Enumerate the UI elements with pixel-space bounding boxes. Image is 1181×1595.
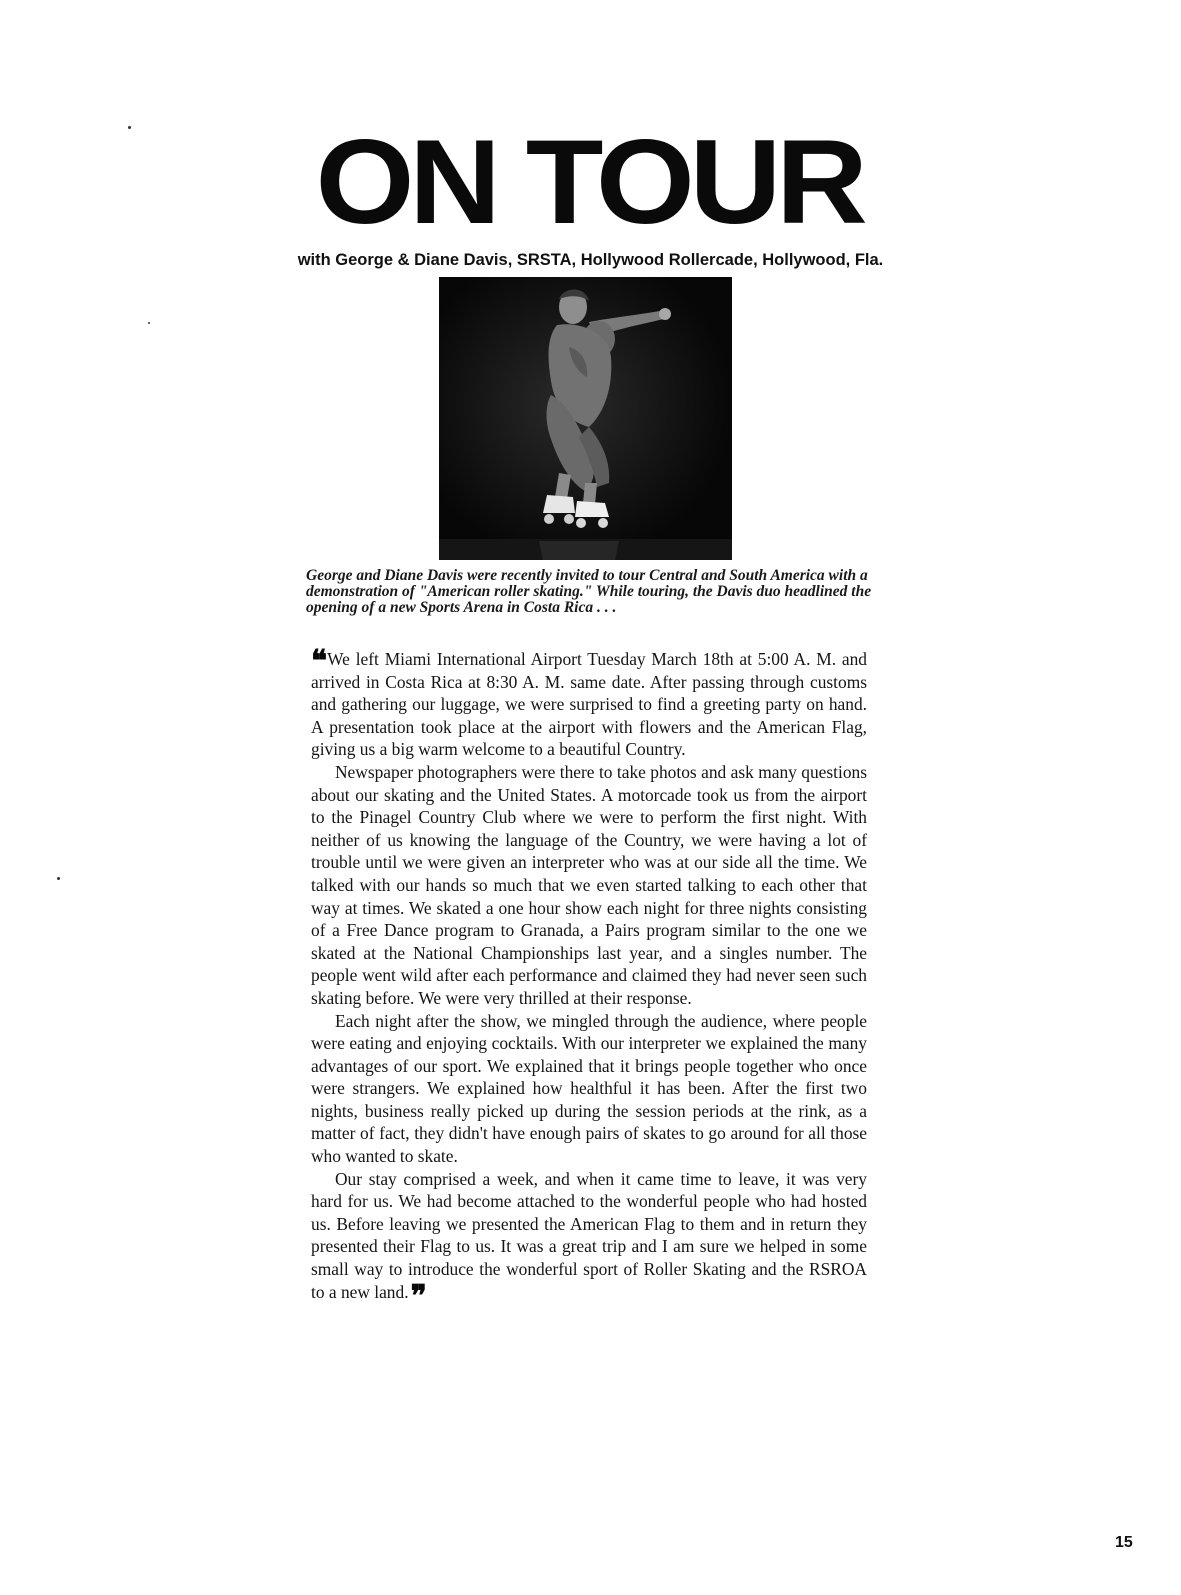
close-quote-mark: ❞ [410, 1279, 425, 1313]
article-byline: with George & Diane Davis, SRSTA, Hollywood Rollercade, Hollywood, Fla. [297, 251, 884, 269]
body-paragraph: Newspaper photographers were there to take photos and ask many questions about our skating and the United States. A motorcade took us from the airport to the Pinagel Country Club where we were to perform the first night. With neither of us knowing the language of the Country, we were having a lot of trouble until we were given an interpreter who was at our side all the time. We talked with our hands so much that we even started talking to each other that way at times. We skated a one hour show each night for three nights consisting of a Free Dance program to Granada, a Pairs program similar to the one we skated at the National Championships last year, and a singles number. The people went wild after each performance and claimed they had never seen such skating before. We were very thrilled at their response. [311, 761, 867, 1008]
body-paragraph [311, 645, 867, 761]
article-headline: ON TOUR [315, 115, 863, 249]
print-speck [57, 877, 60, 880]
body-paragraph: Each night after the show, we mingled through the audience, where people were eating and enjoying cocktails. With our interpreter we explained the many advantages of our sport. We explained that it brings people together who once were strangers. We explained how healthful it has been. After the first two nights, business really picked up during the session periods at the rink, as a matter of fact, they didn't have enough pairs of skates to go around for all those who wanted to skate. [311, 1010, 867, 1167]
body-paragraph [311, 1168, 867, 1313]
paragraph-text: We left Miami International Airport Tuesday March 18th at 5:00 A. M. and arrived in Costa Rica at 8:30 A. M. same date. After passing through customs and gathering our luggage, we were surprised to find a greeting party on hand. A presentation took place at the airport with flowers and the American Flag, giving us a big warm welcome to a beautiful Country. [311, 649, 867, 760]
roller-skater-photo-icon [439, 277, 732, 560]
print-speck [148, 322, 150, 324]
skater-photo [439, 277, 732, 560]
photo-caption: George and Diane Davis were recently invited to tour Central and South America with a demonstration of "American roller skating." While touring, the Davis duo headlined the opening of a new Sports Arena in Costa Rica . . . [306, 567, 872, 616]
article-body [311, 645, 867, 1313]
page-number: 15 [1115, 1534, 1133, 1551]
paragraph-text: Our stay comprised a week, and when it came time to leave, it was very hard for us. We had become attached to the wonderful people who had hosted us. Before leaving we presented the American Flag to them and in return they presented their Flag to us. It was a great trip and I am sure we helped in some small way to introduce the wonderful sport of Roller Skating and the RSROA to a new land. [311, 1168, 867, 1302]
open-quote-mark: ❝ [311, 645, 326, 678]
